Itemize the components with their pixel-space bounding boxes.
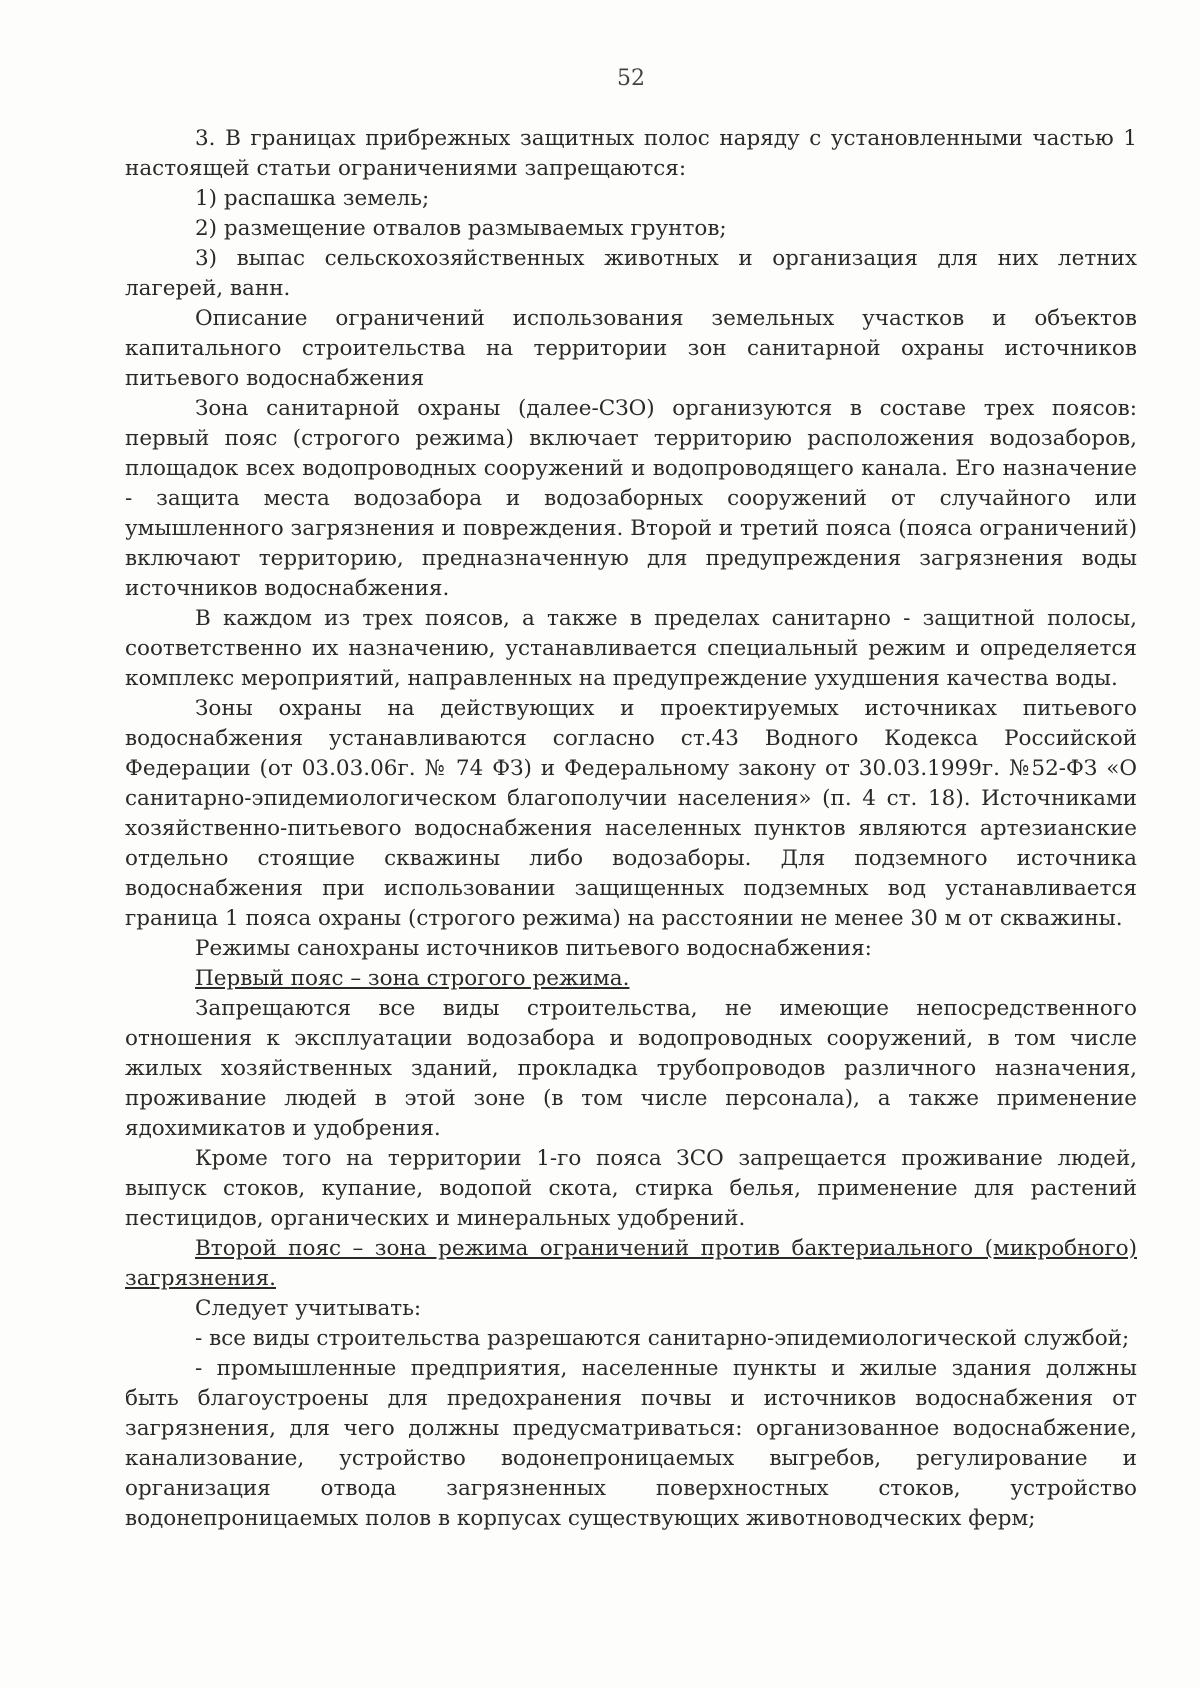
bullet-industrial-enterprises: - промышленные предприятия, населенные пункты и жилые здания должны быть благоустроены для предохранения почвы и источников водоснабжения от загрязнения, для чего должны предусматриваться: организованное водоснабжение, канализование, устройство водонепроницаемых выгребов, регулирование и организация отвода загрязненных поверхностных стоков, устройство водонепроницаемых полов в корпусах существующих животноводческих ферм; [125,1356,1137,1531]
list-item-3: 3) выпас сельскохозяйственных животных и организация для них летних лагерей, ванн. [125,246,1137,301]
paragraph-first-belt-additional: Кроме того на территории 1-го пояса ЗСО запрещается проживание людей, выпуск стоков, купание, водопой скота, стирка белья, применение для растений пестицидов, органических и минеральных удобрений. [125,1146,1137,1231]
paragraph-should-consider: Следует учитывать: [195,1296,422,1321]
list-item-1: 1) распашка земель; [195,186,430,211]
subheading-first-belt: Первый пояс – зона строгого режима. [195,966,630,991]
paragraph-regimes-heading: Режимы санохраны источников питьевого водоснабжения: [195,936,872,961]
paragraph-three-belts: В каждом из трех поясов, а также в пределах санитарно - защитной полосы, соответственно их назначению, устанавливается специальный режим и определяется комплекс мероприятий, направленных на предупреждение ухудшения качества воды. [125,606,1137,691]
document-body [125,124,1137,1534]
paragraph-first-belt-prohibitions: Запрещаются все виды строительства, не имеющие непосредственного отношения к эксплуатации водозабора и водопроводных сооружений, в том числе жилых хозяйственных зданий, прокладка трубопроводов различного назначения, проживание людей в этой зоне (в том числе персонала), а также применение ядохимикатов и удобрения. [125,996,1137,1141]
list-item-2: 2) размещение отвалов размываемых грунтов; [195,216,727,241]
subheading-second-belt: Второй пояс – зона режима ограничений против бактериального (микробного) загрязнения. [125,1236,1137,1291]
section-heading-restrictions: Описание ограничений использования земельных участков и объектов капитального строительства на территории зон санитарной охраны источников питьевого водоснабжения [125,306,1137,391]
paragraph-protection-zones: Зоны охраны на действующих и проектируемых источниках питьевого водоснабжения устанавливаются согласно ст.43 Водного Кодекса Российской Федерации (от 03.03.06г. № 74 ФЗ) и Федеральному закону от 30.03.1999г. №52-ФЗ «О санитарно-эпидемиологическом благополучии населения» (п. 4 ст. 18). Источниками хозяйственно-питьевого водоснабжения населенных пунктов являются артезианские отдельно стоящие скважины либо водозаборы. Для подземного источника водоснабжения при использовании защищенных подземных вод устанавливается граница 1 пояса охраны (строгого режима) на расстоянии не менее 30 м от скважины. [125,696,1137,931]
page-number: 52 [617,66,645,91]
paragraph-clause-3: 3. В границах прибрежных защитных полос наряду с установленными частью 1 настоящей статьи ограничениями запрещаются: [125,126,1137,181]
paragraph-szo-zones: Зона санитарной охраны (далее-СЗО) организуются в составе трех поясов: первый пояс (строгого режима) включает территорию расположения водозаборов, площадок всех водопроводных сооружений и водопроводящего канала. Его назначение - защита места водозабора и водозаборных сооружений от случайного или умышленного загрязнения и повреждения. Второй и третий пояса (пояса ограничений) включают территорию, предназначенную для предупреждения загрязнения воды источников водоснабжения. [125,396,1137,601]
bullet-construction-permits: - все виды строительства разрешаются санитарно-эпидемиологической службой; [195,1326,1130,1351]
